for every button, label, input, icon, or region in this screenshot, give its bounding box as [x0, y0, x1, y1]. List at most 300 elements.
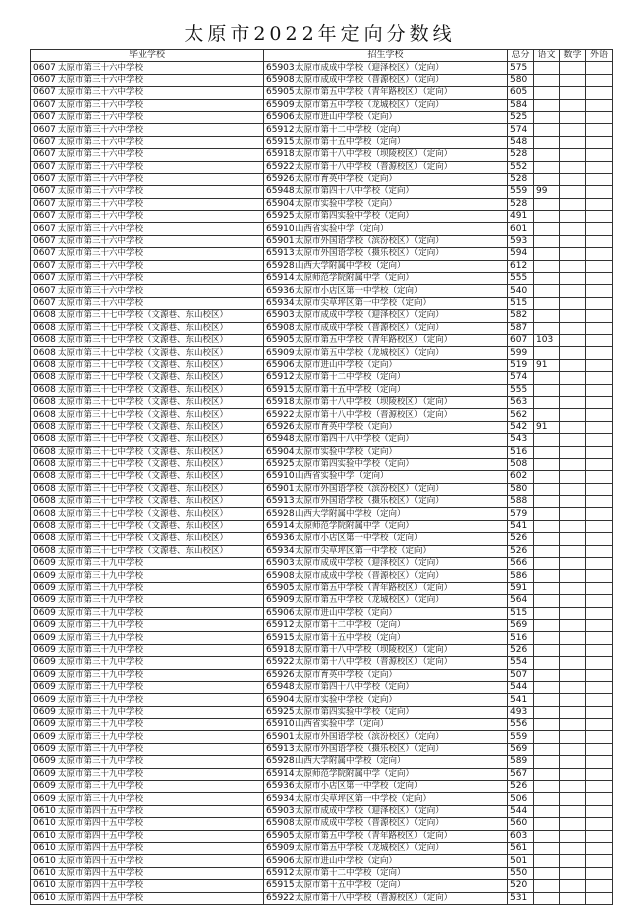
table-row: [31, 867, 613, 879]
grad-school-code: 0610: [33, 880, 56, 891]
math-score: [560, 867, 586, 879]
grad-school-name: 太原市第三十七中学校（文源巷、东山校区）: [58, 359, 229, 370]
math-score: [560, 719, 586, 731]
total-score: 607: [508, 334, 534, 346]
grad-school-name-cell: [31, 124, 264, 136]
math-score: [560, 657, 586, 669]
admit-school-name-cell: [264, 124, 508, 136]
math-score: [560, 260, 586, 272]
admit-school-code: 65915: [266, 136, 295, 147]
grad-school-code: 0608: [33, 409, 56, 420]
admit-school-name: 太原市第十二中学校（定向）: [295, 620, 406, 631]
admit-school-name-cell: [264, 669, 508, 681]
chinese-score: [534, 285, 560, 297]
admit-school-name-cell: [264, 334, 508, 346]
chinese-score: [534, 322, 560, 334]
admit-school-code: 65934: [266, 545, 295, 556]
grad-school-name-cell: [31, 223, 264, 235]
admit-school-name: 太原市育英中学校（定向）: [295, 421, 398, 432]
math-score: [560, 74, 586, 86]
grad-school-name-cell: [31, 99, 264, 111]
admit-school-name: 太原市外国语学校（滨汾校区）（定向）: [295, 236, 444, 247]
math-score: [560, 619, 586, 631]
grad-school-code: 0607: [33, 124, 56, 135]
table-row: [31, 533, 613, 545]
grad-school-name: 太原市第三十六中学校: [58, 211, 144, 222]
grad-school-name: 太原市第三十七中学校（文源巷、东山校区）: [58, 459, 229, 470]
total-score: 508: [508, 458, 534, 470]
math-score: [560, 706, 586, 718]
english-score: [586, 260, 613, 272]
total-score: 506: [508, 793, 534, 805]
english-score: [586, 248, 613, 260]
chinese-score: [534, 198, 560, 210]
admit-school-name: 太原市第五中学校（龙城校区）（定向）: [295, 347, 444, 358]
grad-school-name-cell: [31, 310, 264, 322]
admit-school-code: 65912: [266, 372, 295, 383]
grad-school-code: 0609: [33, 744, 56, 755]
math-score: [560, 87, 586, 99]
math-score: [560, 892, 586, 904]
total-score: 555: [508, 384, 534, 396]
english-score: [586, 756, 613, 768]
admit-school-name-cell: [264, 781, 508, 793]
admit-school-name: 太原市第四十八中学校（定向）: [295, 186, 415, 197]
admit-school-code: 65913: [266, 496, 295, 507]
english-score: [586, 830, 613, 842]
grad-school-code: 0607: [33, 136, 56, 147]
grad-school-code: 0609: [33, 558, 56, 569]
grad-school-name-cell: [31, 731, 264, 743]
total-score: 612: [508, 260, 534, 272]
grad-school-name: 太原市第三十六中学校: [58, 161, 144, 172]
table-row: [31, 595, 613, 607]
grad-school-code: 0607: [33, 62, 56, 73]
math-score: [560, 830, 586, 842]
grad-school-code: 0609: [33, 793, 56, 804]
total-score: 531: [508, 892, 534, 904]
admit-school-name-cell: [264, 582, 508, 594]
admit-school-name: 太原市外国语学校（摄乐校区）（定向）: [295, 496, 444, 507]
grad-school-name-cell: [31, 161, 264, 173]
grad-school-name-cell: [31, 756, 264, 768]
math-score: [560, 843, 586, 855]
admit-school-name-cell: [264, 843, 508, 855]
math-score: [560, 880, 586, 892]
grad-school-name-cell: [31, 706, 264, 718]
grad-school-code: 0609: [33, 719, 56, 730]
english-score: [586, 867, 613, 879]
admit-school-code: 65928: [266, 260, 295, 271]
admit-school-name-cell: [264, 719, 508, 731]
english-score: [586, 161, 613, 173]
total-score: 501: [508, 855, 534, 867]
math-score: [560, 558, 586, 570]
grad-school-name: 太原市第四十五中学校: [58, 818, 144, 829]
grad-school-name-cell: [31, 533, 264, 545]
admit-school-code: 65903: [266, 310, 295, 321]
admit-school-name: 太原市第四实验中学校（定向）: [295, 706, 415, 717]
admit-school-name-cell: [264, 595, 508, 607]
math-score: [560, 235, 586, 247]
chinese-score: [534, 173, 560, 185]
grad-school-name-cell: [31, 434, 264, 446]
admit-school-name: 太原市第十五中学校（定向）: [295, 632, 406, 643]
grad-school-name: 太原市第三十六中学校: [58, 124, 144, 135]
admit-school-name: 太原市进山中学校（定向）: [295, 607, 398, 618]
admit-school-name-cell: [264, 880, 508, 892]
admit-school-name: 太原市实验中学校（定向）: [295, 694, 398, 705]
table-row: [31, 768, 613, 780]
admit-school-code: 65918: [266, 644, 295, 655]
admit-school-name-cell: [264, 855, 508, 867]
english-score: [586, 843, 613, 855]
total-score: 588: [508, 496, 534, 508]
admit-school-name: 太原市成成中学校（晋源校区）（定向）: [295, 818, 444, 829]
admit-school-name: 山西省实验中学（定向）: [295, 471, 389, 482]
admit-school-name-cell: [264, 149, 508, 161]
math-score: [560, 409, 586, 421]
header-graduating-school: 毕业学校: [31, 50, 264, 62]
grad-school-name-cell: [31, 892, 264, 904]
grad-school-code: 0608: [33, 421, 56, 432]
admit-school-name-cell: [264, 409, 508, 421]
table-row: [31, 805, 613, 817]
admit-school-name-cell: [264, 372, 508, 384]
math-score: [560, 347, 586, 359]
math-score: [560, 669, 586, 681]
grad-school-code: 0608: [33, 483, 56, 494]
total-score: 548: [508, 136, 534, 148]
grad-school-name: 太原市第三十九中学校: [58, 558, 144, 569]
admit-school-name-cell: [264, 558, 508, 570]
grad-school-code: 0607: [33, 211, 56, 222]
grad-school-name: 太原市第三十六中学校: [58, 273, 144, 284]
english-score: [586, 619, 613, 631]
table-row: [31, 558, 613, 570]
table-row: [31, 173, 613, 185]
total-score: 516: [508, 446, 534, 458]
math-score: [560, 632, 586, 644]
table-row: [31, 124, 613, 136]
admit-school-code: 65903: [266, 558, 295, 569]
table-row: [31, 223, 613, 235]
grad-school-code: 0607: [33, 260, 56, 271]
grad-school-name: 太原市第三十九中学校: [58, 694, 144, 705]
english-score: [586, 347, 613, 359]
math-score: [560, 818, 586, 830]
admit-school-name-cell: [264, 892, 508, 904]
math-score: [560, 756, 586, 768]
table-row: [31, 570, 613, 582]
table-row: [31, 211, 613, 223]
table-row: [31, 273, 613, 285]
admit-school-code: 65936: [266, 533, 295, 544]
table-row: [31, 99, 613, 111]
table-row: [31, 719, 613, 731]
grad-school-name-cell: [31, 273, 264, 285]
admit-school-code: 65926: [266, 174, 295, 185]
total-score: 559: [508, 731, 534, 743]
admit-school-code: 65925: [266, 459, 295, 470]
admit-school-code: 65909: [266, 347, 295, 358]
grad-school-code: 0609: [33, 669, 56, 680]
admit-school-code: 65903: [266, 62, 295, 73]
admit-school-code: 65905: [266, 335, 295, 346]
admit-school-name-cell: [264, 694, 508, 706]
admit-school-code: 65904: [266, 198, 295, 209]
admit-school-name: 太原市第四十八中学校（定向）: [295, 682, 415, 693]
grad-school-code: 0610: [33, 830, 56, 841]
admit-school-name: 山西大学附属中学校（定向）: [295, 260, 406, 271]
admit-school-name-cell: [264, 768, 508, 780]
chinese-score: [534, 260, 560, 272]
admit-school-code: 65922: [266, 409, 295, 420]
chinese-score: [534, 273, 560, 285]
grad-school-code: 0608: [33, 459, 56, 470]
grad-school-code: 0609: [33, 682, 56, 693]
grad-school-name: 太原市第三十七中学校（文源巷、东山校区）: [58, 310, 229, 321]
chinese-score: [534, 781, 560, 793]
english-score: [586, 706, 613, 718]
admit-school-name-cell: [264, 657, 508, 669]
admit-school-name-cell: [264, 483, 508, 495]
english-score: [586, 545, 613, 557]
english-score: [586, 582, 613, 594]
admit-school-name-cell: [264, 273, 508, 285]
admit-school-name-cell: [264, 421, 508, 433]
chinese-score: 91: [534, 359, 560, 371]
table-body: [31, 62, 613, 905]
admit-school-name: 太原市进山中学校（定向）: [295, 359, 398, 370]
table-row: [31, 892, 613, 904]
english-score: [586, 334, 613, 346]
english-score: [586, 731, 613, 743]
grad-school-name: 太原市第三十七中学校（文源巷、东山校区）: [58, 533, 229, 544]
grad-school-code: 0608: [33, 384, 56, 395]
table-row: [31, 260, 613, 272]
admit-school-name-cell: [264, 632, 508, 644]
admit-school-code: 65928: [266, 756, 295, 767]
admit-school-name: 太原市成成中学校（晋源校区）（定向）: [295, 322, 444, 333]
chinese-score: [534, 632, 560, 644]
admit-school-name-cell: [264, 211, 508, 223]
english-score: [586, 273, 613, 285]
total-score: 603: [508, 830, 534, 842]
grad-school-name-cell: [31, 496, 264, 508]
math-score: [560, 136, 586, 148]
admit-school-name: 太原市成成中学校（晋源校区）（定向）: [295, 74, 444, 85]
math-score: [560, 533, 586, 545]
total-score: 587: [508, 322, 534, 334]
english-score: [586, 421, 613, 433]
chinese-score: [534, 669, 560, 681]
chinese-score: [534, 161, 560, 173]
math-score: [560, 483, 586, 495]
admit-school-name-cell: [264, 731, 508, 743]
table-row: [31, 322, 613, 334]
grad-school-name: 太原市第三十七中学校（文源巷、东山校区）: [58, 545, 229, 556]
math-score: [560, 805, 586, 817]
english-score: [586, 99, 613, 111]
table-row: [31, 496, 613, 508]
admit-school-name-cell: [264, 545, 508, 557]
grad-school-code: 0608: [33, 347, 56, 358]
table-row: [31, 657, 613, 669]
admit-school-code: 65926: [266, 421, 295, 432]
english-score: [586, 198, 613, 210]
admit-school-name: 太原市第五中学校（龙城校区）（定向）: [295, 99, 444, 110]
chinese-score: [534, 892, 560, 904]
chinese-score: [534, 471, 560, 483]
total-score: 574: [508, 124, 534, 136]
chinese-score: [534, 310, 560, 322]
grad-school-name: 太原市第三十七中学校（文源巷、东山校区）: [58, 384, 229, 395]
grad-school-code: 0607: [33, 74, 56, 85]
english-score: [586, 359, 613, 371]
grad-school-name-cell: [31, 582, 264, 594]
math-score: [560, 768, 586, 780]
admit-school-code: 65906: [266, 359, 295, 370]
grad-school-name-cell: [31, 694, 264, 706]
admit-school-name-cell: [264, 570, 508, 582]
grad-school-name-cell: [31, 558, 264, 570]
admit-school-code: 65905: [266, 582, 295, 593]
admit-school-code: 65926: [266, 669, 295, 680]
admit-school-name: 太原市第五中学校（龙城校区）（定向）: [295, 843, 444, 854]
admit-school-name-cell: [264, 248, 508, 260]
table-row: [31, 421, 613, 433]
admit-school-name: 太原市实验中学校（定向）: [295, 446, 398, 457]
table-row: [31, 880, 613, 892]
grad-school-name-cell: [31, 793, 264, 805]
grad-school-name: 太原市第三十六中学校: [58, 174, 144, 185]
chinese-score: [534, 619, 560, 631]
admit-school-code: 65914: [266, 273, 295, 284]
grad-school-code: 0607: [33, 298, 56, 308]
admit-school-code: 65915: [266, 384, 295, 395]
chinese-score: [534, 830, 560, 842]
grad-school-code: 0610: [33, 892, 56, 903]
total-score: 574: [508, 372, 534, 384]
chinese-score: [534, 545, 560, 557]
grad-school-name: 太原市第三十九中学校: [58, 644, 144, 655]
grad-school-name-cell: [31, 607, 264, 619]
grad-school-name: 太原市第三十七中学校（文源巷、东山校区）: [58, 434, 229, 445]
english-score: [586, 880, 613, 892]
grad-school-code: 0609: [33, 570, 56, 581]
total-score: 580: [508, 483, 534, 495]
chinese-score: [534, 681, 560, 693]
admit-school-name: 太原市第十五中学校（定向）: [295, 880, 406, 891]
grad-school-code: 0609: [33, 595, 56, 606]
admit-school-code: 65909: [266, 595, 295, 606]
admit-school-name-cell: [264, 161, 508, 173]
admit-school-code: 65922: [266, 657, 295, 668]
grad-school-name: 太原市第三十九中学校: [58, 595, 144, 606]
grad-school-name-cell: [31, 830, 264, 842]
grad-school-name-cell: [31, 867, 264, 879]
grad-school-code: 0608: [33, 471, 56, 482]
grad-school-name-cell: [31, 285, 264, 297]
admit-school-name-cell: [264, 74, 508, 86]
table-row: [31, 818, 613, 830]
admit-school-code: 65906: [266, 607, 295, 618]
table-row: [31, 434, 613, 446]
table-row: [31, 359, 613, 371]
english-score: [586, 149, 613, 161]
grad-school-name: 太原市第三十九中学校: [58, 570, 144, 581]
grad-school-name-cell: [31, 87, 264, 99]
english-score: [586, 632, 613, 644]
chinese-score: [534, 74, 560, 86]
admit-school-code: 65901: [266, 483, 295, 494]
admit-school-name: 太原市外国语学校（摄乐校区）（定向）: [295, 744, 444, 755]
table-row: [31, 446, 613, 458]
admit-school-code: 65908: [266, 322, 295, 333]
table-row: [31, 520, 613, 532]
grad-school-name: 太原市第三十九中学校: [58, 781, 144, 792]
total-score: 602: [508, 471, 534, 483]
admit-school-name: 太原市第五中学校（青年路校区）（定向）: [295, 335, 453, 346]
grad-school-name: 太原市第三十六中学校: [58, 87, 144, 98]
math-score: [560, 446, 586, 458]
table-row: [31, 582, 613, 594]
math-score: [560, 731, 586, 743]
math-score: [560, 607, 586, 619]
admit-school-name: 太原市第四十八中学校（定向）: [295, 434, 415, 445]
math-score: [560, 322, 586, 334]
table-row: [31, 285, 613, 297]
english-score: [586, 644, 613, 656]
chinese-score: [534, 409, 560, 421]
english-score: [586, 124, 613, 136]
admit-school-name: 太原市育英中学校（定向）: [295, 669, 398, 680]
table-row: [31, 483, 613, 495]
grad-school-name: 太原市第三十六中学校: [58, 298, 144, 308]
grad-school-name-cell: [31, 632, 264, 644]
english-score: [586, 533, 613, 545]
total-score: 562: [508, 409, 534, 421]
chinese-score: [534, 843, 560, 855]
grad-school-name: 太原市第三十七中学校（文源巷、东山校区）: [58, 335, 229, 346]
table-row: [31, 644, 613, 656]
admit-school-name: 太原师范学院附属中学（定向）: [295, 768, 415, 779]
table-row: [31, 149, 613, 161]
total-score: 542: [508, 421, 534, 433]
grad-school-name-cell: [31, 644, 264, 656]
admit-school-code: 65910: [266, 719, 295, 730]
chinese-score: [534, 248, 560, 260]
grad-school-name-cell: [31, 880, 264, 892]
admit-school-name-cell: [264, 458, 508, 470]
math-score: [560, 458, 586, 470]
admit-school-name: 山西大学附属中学校（定向）: [295, 508, 406, 519]
admit-school-name-cell: [264, 644, 508, 656]
grad-school-code: 0608: [33, 322, 56, 333]
grad-school-code: 0607: [33, 236, 56, 247]
english-score: [586, 793, 613, 805]
admit-school-name-cell: [264, 533, 508, 545]
total-score: 554: [508, 657, 534, 669]
admit-school-name-cell: [264, 173, 508, 185]
math-score: [560, 582, 586, 594]
table-row: [31, 781, 613, 793]
math-score: [560, 694, 586, 706]
page-title: 太原市2022年定向分数线: [184, 23, 456, 45]
chinese-score: [534, 855, 560, 867]
grad-school-name-cell: [31, 619, 264, 631]
